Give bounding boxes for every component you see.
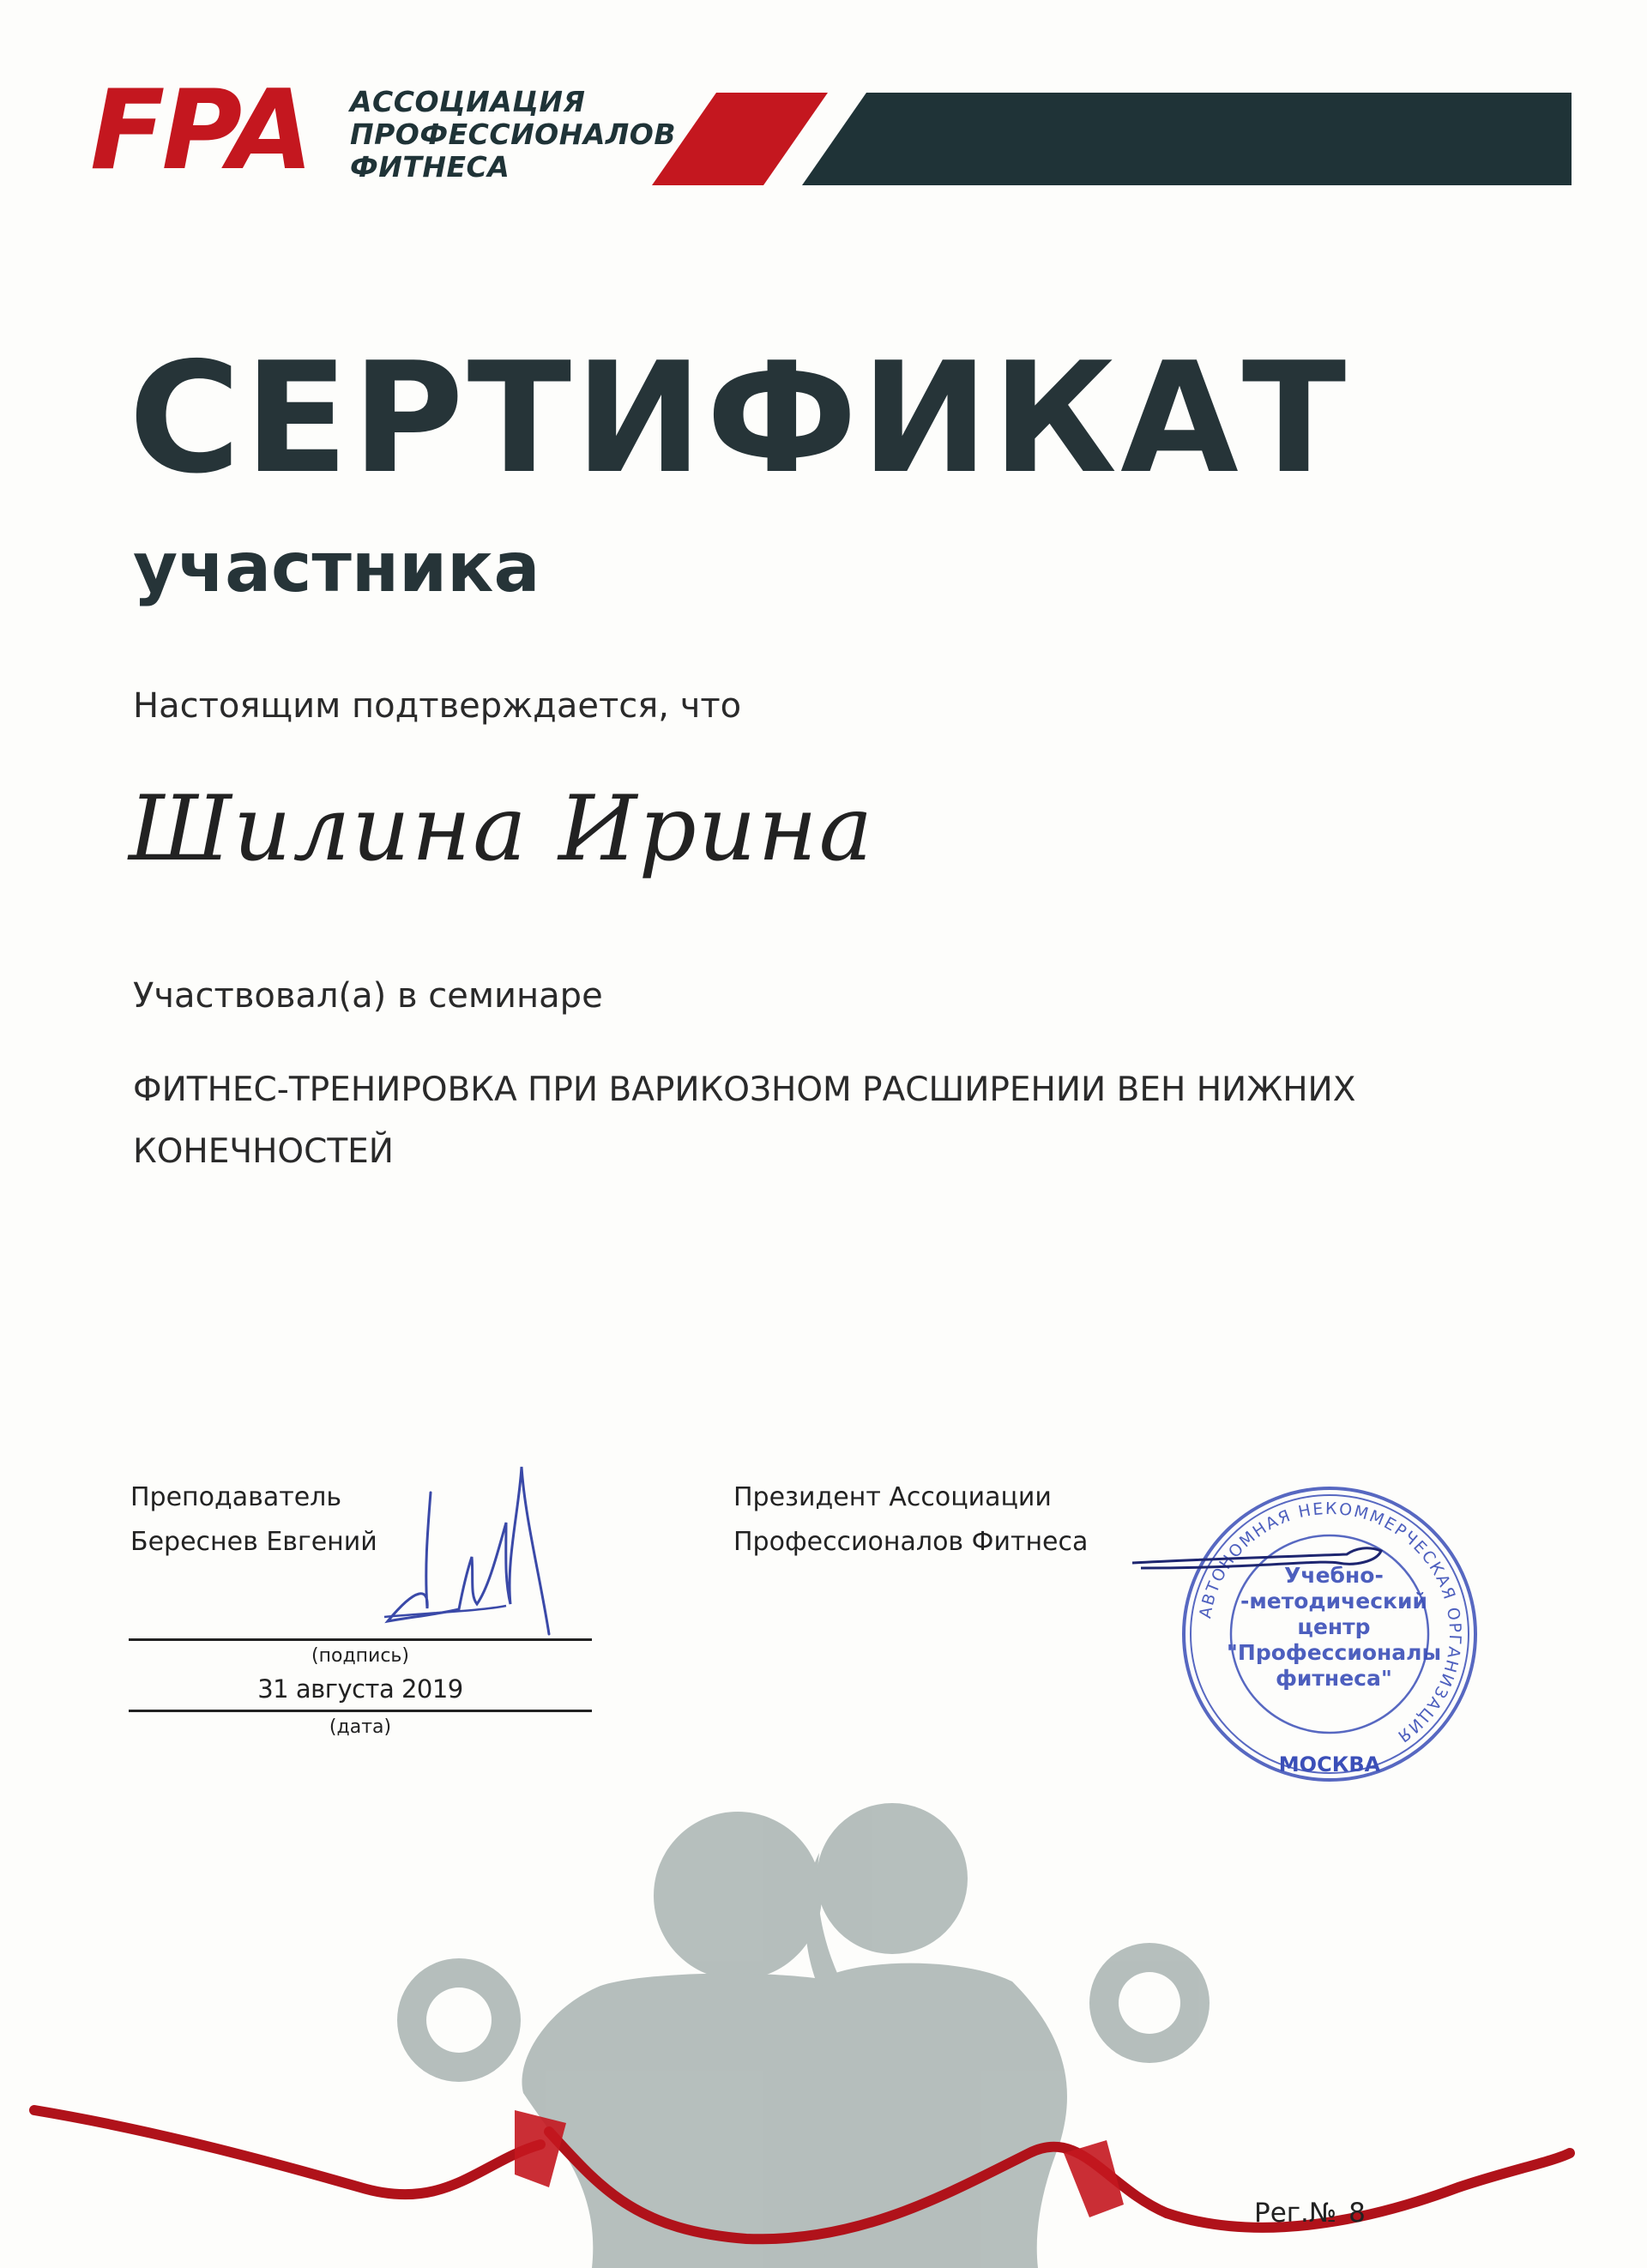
organization-stamp xyxy=(1124,1467,1510,1801)
svg-text:"Профессионалы: "Профессионалы xyxy=(1226,1640,1442,1665)
confirmation-text: Настоящим подтверждается, что xyxy=(133,686,742,726)
date-caption: (дата) xyxy=(329,1716,392,1738)
registration-label: Рег.№ xyxy=(1254,2198,1337,2229)
organization-name: АССОЦИАЦИЯ ПРОФЕССИОНАЛОВ ФИТНЕСА xyxy=(350,85,677,184)
participation-text: Участвовал(а) в семинаре xyxy=(133,976,603,1016)
registration-value: 8 xyxy=(1348,2198,1366,2229)
svg-text:центр: центр xyxy=(1297,1614,1371,1639)
svg-text:фитнеса": фитнеса" xyxy=(1276,1666,1392,1691)
signature-line xyxy=(129,1638,592,1641)
svg-text:Учебно-: Учебно- xyxy=(1284,1563,1384,1588)
svg-text:-методический: -методический xyxy=(1240,1589,1428,1614)
date-value: 31 августа 2019 xyxy=(257,1674,463,1704)
date-line xyxy=(129,1710,592,1712)
teacher-name: Береснев Евгений xyxy=(130,1527,377,1557)
president-block xyxy=(733,1475,1088,1565)
seminar-title: ФИТНЕС-ТРЕНИРОВКА ПРИ ВАРИКОЗНОМ РАСШИРЕНИИ ВЕН НИЖНИХ КОНЕЧНОСТЕЙ xyxy=(133,1071,1356,1171)
fpa-logo: FPA xyxy=(90,81,330,180)
registration-number xyxy=(1254,2198,1366,2229)
certificate-subtitle: участника xyxy=(133,528,540,607)
president-line2: Профессионалов Фитнеса xyxy=(733,1527,1089,1557)
fitness-silhouettes-illustration xyxy=(0,1784,1647,2268)
teacher-block xyxy=(130,1475,377,1565)
participant-name: Шилина Ирина xyxy=(129,776,875,881)
teacher-label: Преподаватель xyxy=(130,1482,342,1512)
signature-caption: (подпись) xyxy=(311,1645,409,1667)
certificate-title: СЕРТИФИКАТ xyxy=(129,329,1350,507)
president-line1: Президент Ассоциации xyxy=(733,1482,1052,1512)
svg-text:АВТОНОМНАЯ НЕКОММЕРЧЕСКАЯ ОРГА: АВТОНОМНАЯ НЕКОММЕРЧЕСКАЯ ОРГАНИЗАЦИЯ xyxy=(1196,1499,1465,1747)
svg-text:МОСКВА: МОСКВА xyxy=(1278,1752,1381,1776)
teacher-signature xyxy=(377,1458,583,1656)
